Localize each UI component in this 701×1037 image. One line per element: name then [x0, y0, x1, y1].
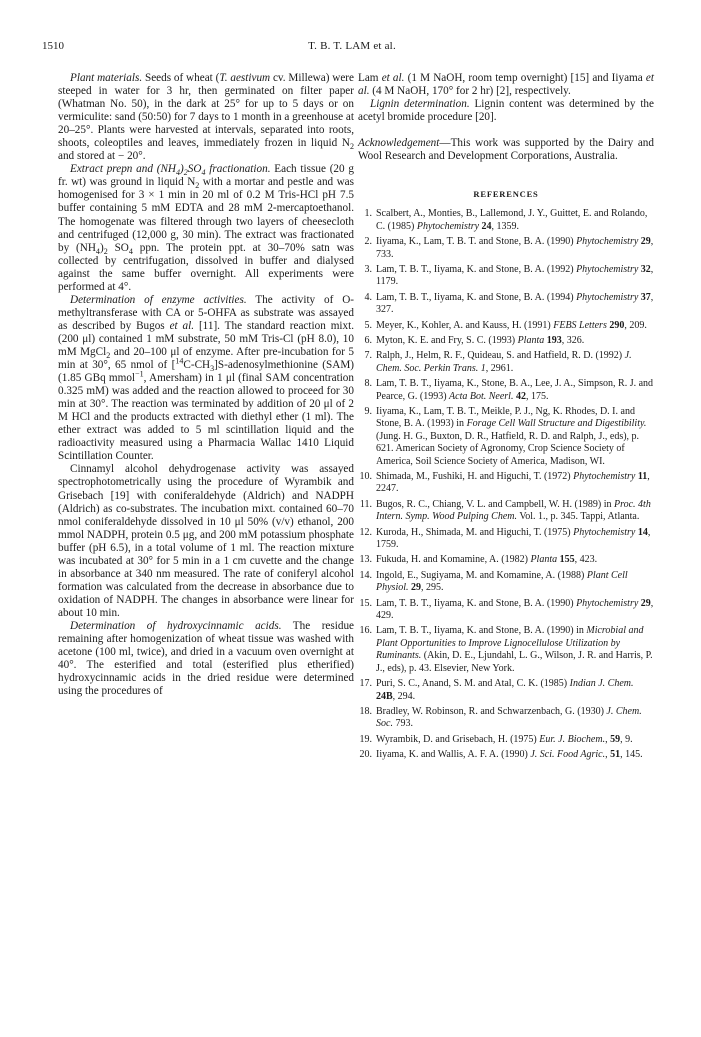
text-run: Phytochemistry: [573, 526, 636, 538]
text-run: , 209.: [624, 319, 647, 331]
text-run: ,: [605, 733, 611, 745]
text-run: Scalbert, A., Monties, B., Lallemond, J. Y., Guittet, E. and Rolando, C. (1985): [376, 208, 648, 232]
text-run: Meyer, K., Kohler, A. and Kauss, H. (1991): [376, 319, 554, 331]
reference-item: [358, 378, 654, 403]
text-run: Microbial and Plant Opportunities to Improve Lignocellulose Utilization by Ruminants.: [376, 625, 644, 662]
text-run: Bugos, R. C., Chiang, V. L. and Campbell, W. H. (1989) in: [376, 498, 614, 510]
reference-item: [358, 749, 654, 761]
text-run: Puri, S. C., Anand, S. M. and Atal, C. K. (1985): [376, 678, 570, 690]
text-run: , 326.: [561, 334, 585, 346]
text-run: ppn. The protein ppt. at 30–70% satn was collected by centrifugation, dissolved in buffer and dialysed against the same buffer overnight. All experiments were performed at 4°.: [58, 241, 354, 293]
right-column: [358, 72, 654, 765]
text-run: Lam, T. B. T., Iiyama, K. and Stone, B. A. (1990) in: [376, 625, 587, 637]
text-run: SO: [187, 163, 202, 176]
text-run: et al.: [381, 72, 405, 84]
text-run: Each tissue (20 g fr. wt) was ground in liquid N: [58, 163, 354, 189]
text-run: , 294.: [392, 690, 416, 702]
text-run: The residue remaining after homogenization of wheat tissue was washed with acetone (100 ml, twice), and dried in a vacuum oven overnight at 40°. The esterified and total (esterified plus etherified) hydroxycinnamic acids in the dried residue were determined using the procedures of: [58, 619, 354, 698]
text-run: , 2961.: [485, 362, 514, 374]
text-run: Lam: [358, 72, 382, 84]
paragraph: [58, 163, 354, 293]
text-run: Bradley, W. Robinson, R. and Schwarzenbach, G. (1930): [376, 705, 607, 717]
text-run: Phytochemistry: [576, 291, 639, 303]
text-run: ,: [605, 749, 611, 761]
reference-item: [358, 236, 654, 261]
references-title: REFERENCES: [473, 189, 539, 200]
text-run: ): [99, 241, 104, 254]
text-run: with a mortar and pestle and was homogenised for 3 × 1 min in 20 ml of 0.2 M Tris-HCl pH 7.5 buffer containing 5 mM EDTA and 28 mM 2-mercaptoethanol. The homogenate was filtered through two layers of cheesecloth and centrifuged (12,000 g, 30 min). The extract was fractionated by (NH: [58, 176, 354, 254]
paragraph: [58, 294, 354, 464]
text-run: 51: [610, 749, 621, 761]
text-run: 4: [201, 168, 206, 178]
text-run: Vol. 1., p. 345. Tappi, Atlanta.: [517, 511, 640, 523]
text-run: Myton, K. E. and Fry, S. C. (1993): [376, 334, 518, 346]
text-run: and stored at − 20°.: [58, 150, 146, 163]
text-run: Acta Bot. Neerl.: [449, 390, 514, 402]
text-run: Indian J. Chem.: [569, 678, 634, 690]
text-run: , 1359.: [491, 220, 520, 232]
text-run: SO: [107, 241, 129, 254]
text-run: The activity of O-methyltransferase with CA or 5-OHFA as substrate was assayed as described by Bugos: [58, 293, 355, 332]
text-run: 29: [640, 597, 651, 609]
text-run: Planta: [530, 554, 558, 566]
running-title: T. B. T. LAM et al.: [308, 40, 396, 52]
text-run: , 423.: [574, 554, 598, 566]
text-run: 42: [515, 390, 526, 402]
text-run: Lignin content was determined by the acetyl bromide procedure [20].: [358, 98, 654, 124]
reference-number: 2.: [364, 236, 372, 248]
text-run: Lam, T. B. T., Iiyama, K., Stone, B. A., Lee, J. A., Simpson, R. J. and Pearce, G. (1993): [376, 378, 654, 402]
text-run: Shimada, M., Fushiki, H. and Higuchi, T. (1972): [376, 471, 574, 482]
text-run: Ingold, E., Sugiyama, M. and Komamine, A. (1988): [376, 569, 587, 581]
text-run: Lam, T. B. T., Iiyama, K. and Stone, B. A. (1990): [376, 597, 577, 609]
reference-number: 9.: [364, 405, 372, 417]
reference-item: [358, 570, 654, 595]
reference-number: 5.: [364, 319, 372, 331]
text-run: Iiyama, K., Lam, T. B. T. and Stone, B. A. (1990): [376, 236, 577, 248]
text-run: Fukuda, H. and Komamine, A. (1982): [376, 554, 531, 566]
text-run: , 327.: [376, 291, 654, 316]
paragraph: [58, 620, 354, 698]
text-run: 793.: [392, 718, 413, 730]
reference-item: [358, 292, 654, 317]
text-run: J. Chem. Soc.: [376, 705, 642, 730]
text-run: C-CH: [183, 359, 211, 372]
reference-number: 3.: [364, 263, 372, 275]
reference-number: 7.: [364, 350, 372, 362]
text-run: 14: [175, 356, 184, 366]
paragraph: [58, 72, 354, 163]
text-run: et al.: [169, 319, 195, 332]
text-run: fractionation.: [205, 163, 271, 176]
text-run: Lam, T. B. T., Iiyama, K. and Stone, B. A. (1992): [376, 263, 577, 275]
text-run: 59: [610, 733, 621, 745]
text-run: ): [180, 163, 184, 176]
reference-number: 18.: [359, 705, 372, 717]
text-run: Determination of hydroxycinnamic acids.: [70, 619, 282, 632]
text-run: [11]. The standard reaction mixt. (200 μl) contained 1 mM substrate, 50 mM Tris-Cl (pH 8.0), 10 mM MgCl: [58, 319, 355, 358]
text-run: Proc. 4th Intern. Symp. Wood Pulping Chem.: [376, 498, 651, 523]
reference-number: 13.: [359, 554, 372, 566]
text-run: Eur. J. Biochem.: [539, 733, 606, 745]
text-run: (4 M NaOH, 170° for 2 hr) [2], respectively.: [369, 85, 571, 98]
text-run: , 1179.: [376, 263, 654, 288]
reference-item: [358, 471, 654, 496]
text-run: Ralph, J., Helm, R. F., Quideau, S. and Hatfield, R. D. (1992): [376, 350, 625, 362]
reference-item: [358, 554, 654, 566]
text-run: et al.: [358, 72, 654, 98]
text-run: 24B: [376, 690, 393, 702]
text-run: , 1759.: [376, 526, 651, 551]
text-run: , 429.: [376, 597, 654, 622]
text-run: , 145.: [620, 749, 643, 761]
text-run: , 295.: [421, 582, 444, 594]
running-header: [42, 40, 662, 56]
text-run: 2: [106, 351, 111, 361]
text-run: and 20–100 μl of enzyme. After pre-incubation for 5 min at 30°, 65 nmol of [: [58, 345, 354, 372]
reference-number: 15.: [359, 597, 372, 609]
text-run: Iiyama, K., Lam, T. B. T., Meikle, P. J., Ng, K. Rhodes, D. I. and Stone, B. A. (1993) in: [376, 405, 635, 430]
text-run: (Jung. H. G., Buxton, D. R., Hatfield, R. D. and Ralph, J., eds), p. 621. American Society of Agronomy, Crop Science Society of America, Soil Science Society of America, Madison, WI.: [376, 430, 640, 467]
text-run: J. Sci. Food Agric.: [530, 749, 606, 761]
text-run: , 9.: [620, 733, 633, 745]
left-column-paragraphs: [58, 72, 354, 698]
reference-number: 12.: [359, 526, 372, 538]
text-run: cv. Millewa) were steeped in water for 3 hr, then germinated on filter paper (Whatman No. 50), in the dark at 25° for up to 5 days or on vermiculite: sand (50:50) for 7 days to 1 month in a greenhouse at 20–25°. Plants were harvested at intervals, separated into roots, shoots, coleoptiles and leaves, immediately frozen in liquid N: [58, 72, 354, 150]
reference-item: [358, 350, 654, 375]
text-run: 2: [183, 168, 188, 178]
text-run: 155: [559, 554, 575, 566]
acknowledgement: [358, 137, 654, 163]
right-column-paragraphs: [358, 72, 654, 124]
text-run: −1: [135, 369, 144, 379]
text-run: Lam, T. B. T., Iiyama, K. and Stone, B. A. (1994): [376, 291, 577, 303]
reference-item: [358, 625, 654, 675]
text-run: T. aestivum: [219, 72, 271, 84]
text-run: (Akin, D. E., Ljundahl, L. G., Wilson, J. R. and Harris, P. J., eds), p. 43. Elsevier, New York.: [376, 650, 653, 674]
left-column: [58, 72, 354, 698]
text-run: 37: [640, 291, 651, 303]
text-run: Phytochemistry: [576, 263, 639, 275]
reference-item: [358, 499, 654, 524]
text-run: 11: [637, 471, 648, 482]
reference-number: 1.: [364, 208, 372, 220]
text-run: 2: [103, 246, 108, 256]
text-run: Phytochemistry: [416, 220, 480, 232]
reference-number: 19.: [359, 733, 372, 745]
text-run: Iiyama, K. and Wallis, A. F. A. (1990): [376, 749, 531, 761]
text-run: 2: [195, 181, 200, 191]
reference-item: [358, 734, 654, 746]
text-run: ]S-adenosylmethionine (SAM) (1.85 GBq mmol: [58, 359, 354, 385]
text-run: , 733.: [376, 236, 654, 260]
reference-number: 20.: [359, 749, 372, 761]
text-run: —This work was supported by the Dairy and Wool Research and Development Corporations, Australia.: [358, 137, 654, 163]
reference-number: 6.: [364, 334, 372, 346]
text-run: 29: [640, 236, 651, 248]
text-run: 2: [349, 142, 354, 152]
text-run: , Amersham) in 1 μl (final SAM concentration 0.325 mM) was added and the reaction allowed to proceed for 30 min at 30°. The reaction was terminated by addition of 20 μl of 2 M HCl and the products extracted with diethyl ether (1 ml). The ether extract was added to 5 ml scintillation liquid and the radioactivity measured using a Pharmacia Wallac 1410 Liquid Scintillation Counter.: [58, 372, 354, 463]
text-run: Determination of enzyme activities.: [70, 293, 247, 306]
paragraph: [58, 463, 354, 620]
reference-number: 4.: [364, 291, 372, 303]
text-run: Phytochemistry: [573, 471, 636, 482]
reference-number: 11.: [359, 498, 372, 510]
reference-number: 14.: [359, 569, 372, 581]
reference-item: [358, 598, 654, 623]
reference-item: [358, 264, 654, 289]
text-run: 290: [609, 319, 625, 331]
text-run: Phytochemistry: [576, 236, 639, 248]
reference-number: 8.: [364, 378, 372, 390]
text-run: 4: [128, 246, 133, 256]
text-run: Forage Cell Wall Structure and Digestibility.: [466, 418, 647, 430]
text-run: , 175.: [525, 390, 549, 402]
paragraph: [358, 72, 654, 98]
text-run: 29: [411, 582, 421, 594]
reference-item: [358, 320, 654, 332]
text-run: Lignin determination.: [370, 98, 470, 111]
reference-item: [358, 208, 654, 233]
reference-number: 16.: [359, 625, 372, 637]
text-run: 193: [546, 334, 562, 346]
text-run: 14: [637, 526, 648, 538]
text-run: Cinnamyl alcohol dehydrogenase activity was assayed spectrophotometrically using the procedure of Wyrambik and Grisebach [19] with coniferaldehyde (Aldrich) and NADPH (Aldrich) as co-substrates. The incubation mixt. contained 60–70 nmol coniferaldehyde dissolved in 10 μl 50% (v/v) ethanol, 200 mmol NADPH, protein 0.5 μg, and 200 mM potassium phosphate buffer (pH 6.5), in a total volume of 1 ml. The reaction mixture was incubated at 30° for 5 min in a 1 cm cuvette and the change in absorbance at 340 nm measured. The rate of coniferyl alcohol formation was calculated from the decrease in absorbance due to oxidation of NADPH. The changes in absorbance were linear for about 10 min.: [58, 463, 354, 619]
references-list: [358, 208, 654, 761]
page-number: 1510: [42, 40, 64, 52]
text-run: FEBS Letters: [553, 319, 607, 331]
text-run: Wyrambik, D. and Grisebach, H. (1975): [376, 733, 540, 745]
text-run: 4: [176, 168, 181, 178]
paragraph: [358, 98, 654, 124]
text-run: Plant materials.: [70, 72, 143, 84]
reference-item: [358, 335, 654, 347]
text-run: Planta: [517, 334, 545, 346]
reference-item: [358, 678, 654, 703]
text-run: (1 M NaOH, room temp overnight) [15] and Iiyama: [404, 72, 646, 84]
text-run: 3: [210, 364, 215, 374]
reference-item: [358, 706, 654, 731]
text-run: Kuroda, H., Shimada, M. and Higuchi, T. (1975): [376, 526, 574, 538]
reference-item: [358, 527, 654, 552]
text-run: 4: [95, 246, 100, 256]
text-run: Plant Cell Physiol.: [376, 569, 628, 594]
text-run: Phytochemistry: [576, 597, 639, 609]
reference-item: [358, 406, 654, 468]
text-run: 32: [640, 263, 651, 275]
text-run: Seeds of wheat (: [142, 72, 220, 84]
text-run: Acknowledgement: [358, 137, 440, 150]
text-run: Extract prepn and (NH: [70, 163, 176, 176]
text-run: J. Chem. Soc. Perkin Trans. 1: [376, 350, 632, 374]
reference-number: 10.: [359, 471, 372, 482]
text-run: 24: [481, 220, 492, 232]
reference-number: 17.: [359, 678, 372, 690]
text-run: , 2247.: [376, 471, 650, 495]
